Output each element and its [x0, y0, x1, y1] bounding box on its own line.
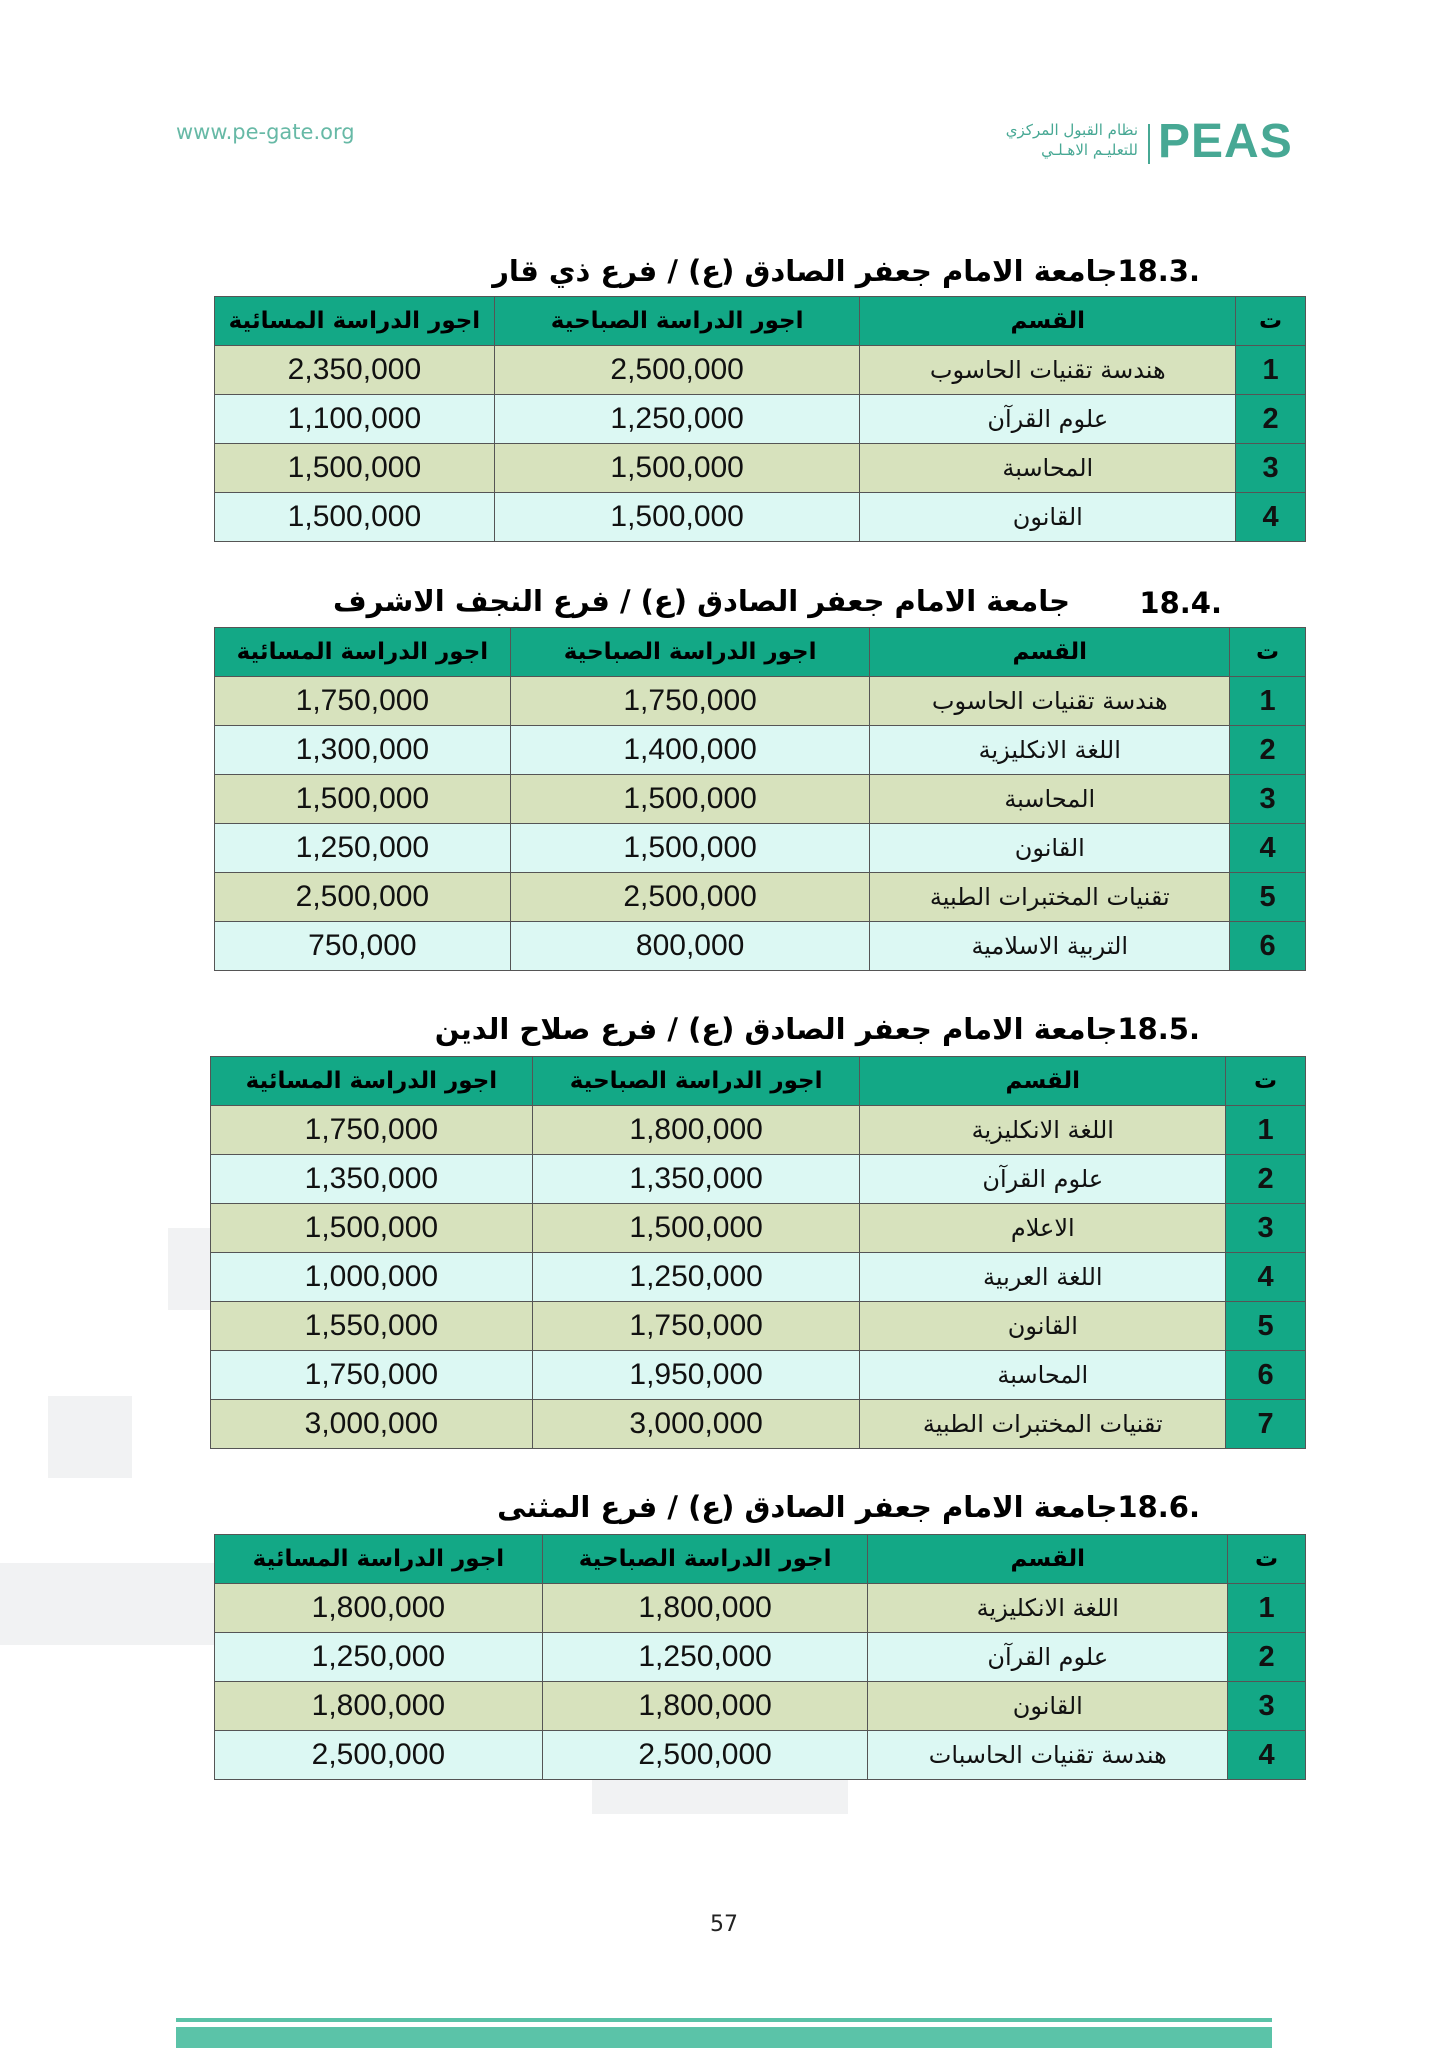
col-header-dept: القسم — [870, 628, 1230, 677]
table-row: 1 هندسة تقنيات الحاسوب 2,500,000 2,350,000 — [215, 346, 1306, 395]
table-row: 2 اللغة الانكليزية 1,400,000 1,300,000 — [215, 726, 1306, 775]
table-row: 6 المحاسبة 1,950,000 1,750,000 — [211, 1351, 1306, 1400]
table-row: 2 علوم القرآن 1,250,000 1,100,000 — [215, 395, 1306, 444]
fees-table-18-6 — [214, 1534, 1306, 1780]
logo-divider — [1148, 124, 1150, 164]
section-title-18-4: جامعة الامام جعفر الصادق (ع) / فرع النجف الاشرف — [332, 584, 1070, 618]
col-header-morning: اجور الدراسة الصباحية — [542, 1535, 868, 1584]
page-number: 57 — [710, 1912, 738, 1937]
col-header-morning: اجور الدراسة الصباحية — [510, 628, 870, 677]
table-row: 3 الاعلام 1,500,000 1,500,000 — [211, 1204, 1306, 1253]
footer-band — [176, 2027, 1272, 2048]
col-header-num: ت — [1228, 1535, 1306, 1584]
table-row: 5 تقنيات المختبرات الطبية 2,500,000 2,500,000 — [215, 873, 1306, 922]
table-row: 1 اللغة الانكليزية 1,800,000 1,800,000 — [215, 1584, 1306, 1633]
col-header-num: ت — [1226, 1057, 1306, 1106]
table-row: 4 القانون 1,500,000 1,500,000 — [215, 493, 1306, 542]
col-header-evening: اجور الدراسة المسائية — [215, 628, 511, 677]
logo-arabic-text: نظام القبول المركزي للتعليـم الاهـلـي — [1005, 121, 1138, 159]
col-header-evening: اجور الدراسة المسائية — [211, 1057, 533, 1106]
col-header-morning: اجور الدراسة الصباحية — [494, 297, 860, 346]
fees-table-18-5 — [210, 1056, 1306, 1449]
table-row: 3 المحاسبة 1,500,000 1,500,000 — [215, 775, 1306, 824]
col-header-dept: القسم — [868, 1535, 1228, 1584]
col-header-evening: اجور الدراسة المسائية — [215, 297, 495, 346]
table-row: 3 القانون 1,800,000 1,800,000 — [215, 1682, 1306, 1731]
table-row: 6 التربية الاسلامية 800,000 750,000 — [215, 922, 1306, 971]
col-header-evening: اجور الدراسة المسائية — [215, 1535, 543, 1584]
table-row: 2 علوم القرآن 1,250,000 1,250,000 — [215, 1633, 1306, 1682]
table-row: 3 المحاسبة 1,500,000 1,500,000 — [215, 444, 1306, 493]
section-title-18-6: .18.6جامعة الامام جعفر الصادق (ع) / فرع المثنى — [497, 1490, 1200, 1524]
col-header-dept: القسم — [860, 1057, 1226, 1106]
fees-table-18-4 — [214, 627, 1306, 971]
table-row: 1 هندسة تقنيات الحاسوب 1,750,000 1,750,000 — [215, 677, 1306, 726]
col-header-num: ت — [1230, 628, 1306, 677]
col-header-morning: اجور الدراسة الصباحية — [532, 1057, 860, 1106]
table-row: 5 القانون 1,750,000 1,550,000 — [211, 1302, 1306, 1351]
table-row: 2 علوم القرآن 1,350,000 1,350,000 — [211, 1155, 1306, 1204]
website-url[interactable]: www.pe-gate.org — [176, 120, 355, 144]
fees-table-18-3 — [214, 296, 1306, 542]
col-header-dept: القسم — [860, 297, 1236, 346]
table-row: 4 هندسة تقنيات الحاسبات 2,500,000 2,500,000 — [215, 1731, 1306, 1780]
section-title-18-3: .18.3جامعة الامام جعفر الصادق (ع) / فرع ذي قار — [492, 254, 1200, 288]
table-row: 4 اللغة العربية 1,250,000 1,000,000 — [211, 1253, 1306, 1302]
table-row: 7 تقنيات المختبرات الطبية 3,000,000 3,000,000 — [211, 1400, 1306, 1449]
section-number-18-4: .18.4 — [1139, 586, 1222, 620]
table-row: 1 اللغة الانكليزية 1,800,000 1,750,000 — [211, 1106, 1306, 1155]
watermark-shape — [48, 1396, 132, 1478]
table-row: 4 القانون 1,500,000 1,250,000 — [215, 824, 1306, 873]
footer-line — [176, 2018, 1272, 2022]
col-header-num: ت — [1236, 297, 1306, 346]
logo-peas-text: PEAS — [1158, 115, 1293, 168]
section-title-18-5: .18.5جامعة الامام جعفر الصادق (ع) / فرع صلاح الدين — [434, 1012, 1200, 1046]
